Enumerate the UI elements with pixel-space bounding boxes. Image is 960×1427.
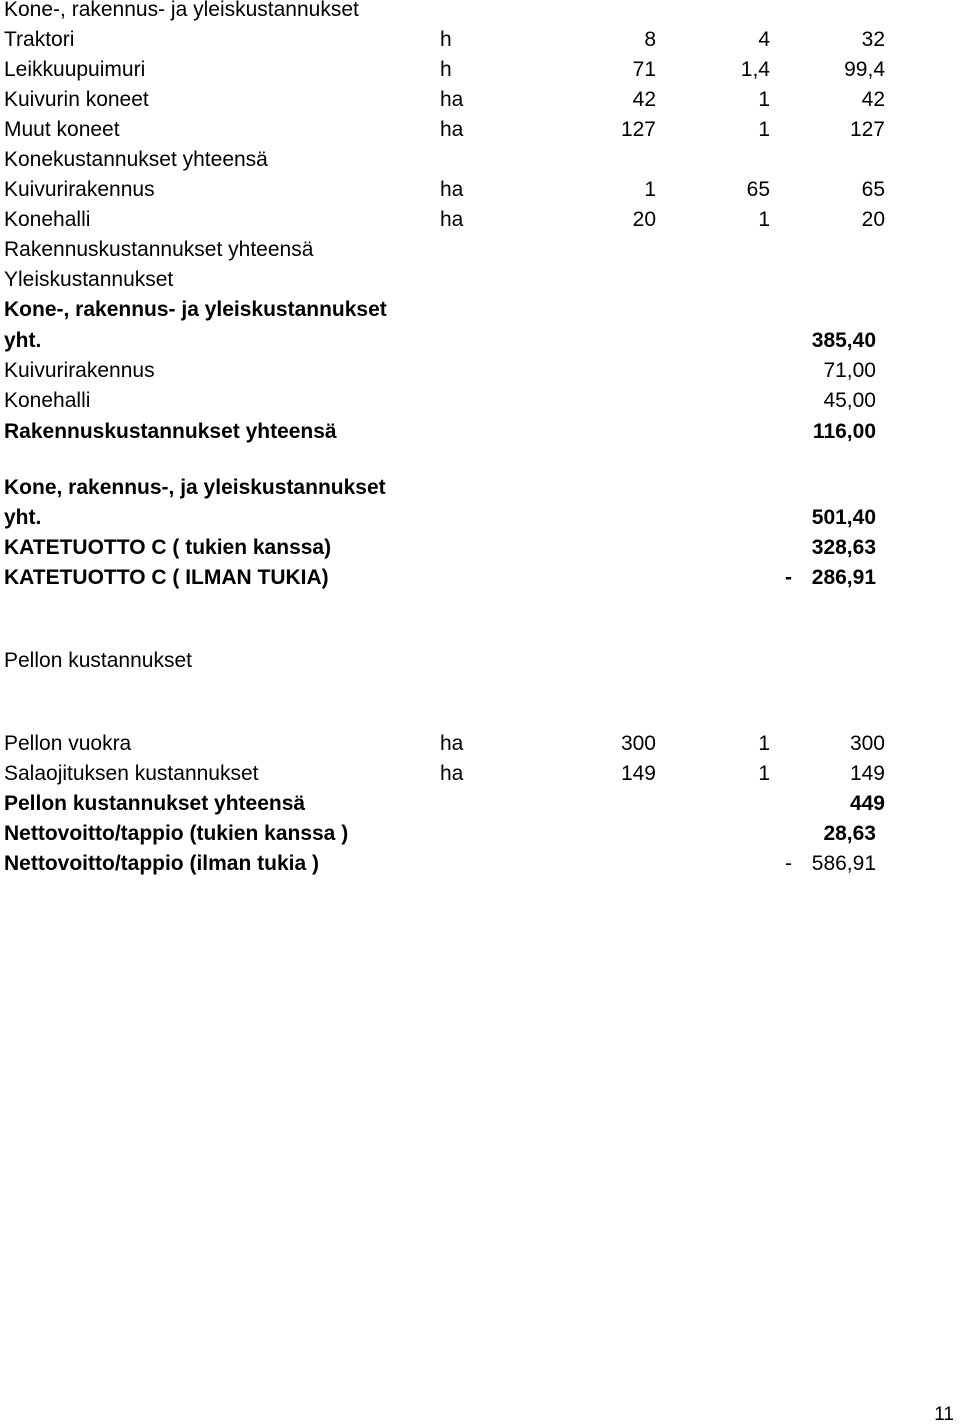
row-total: 65 bbox=[861, 178, 885, 201]
katetuotto-without-value: 286,91 bbox=[811, 566, 876, 589]
katetuotto-without-sign: - bbox=[785, 566, 792, 589]
row-qty: 149 bbox=[620, 762, 656, 785]
row-unit: ha bbox=[440, 732, 464, 755]
row-label: Konekustannukset yhteensä bbox=[4, 148, 268, 171]
row-price: 1 bbox=[758, 732, 770, 755]
table-row bbox=[0, 759, 960, 789]
summary-total-label-line1: Kone-, rakennus- ja yleiskustannukset bbox=[4, 298, 387, 321]
row-unit: ha bbox=[440, 762, 464, 785]
row-total: 20 bbox=[861, 208, 885, 231]
katetuotto-without-row bbox=[0, 563, 960, 593]
section-header bbox=[0, 0, 960, 25]
table-row bbox=[0, 235, 960, 265]
row-label: Yleiskustannukset bbox=[4, 268, 174, 291]
summary-total-label bbox=[0, 295, 960, 325]
row-total: 42 bbox=[861, 88, 885, 111]
row-qty: 71 bbox=[632, 58, 656, 81]
summary-total-label-line1: Kone, rakennus-, ja yleiskustannukset bbox=[4, 476, 386, 499]
row-qty: 1 bbox=[644, 178, 656, 201]
summary-row bbox=[0, 417, 960, 447]
row-unit: h bbox=[440, 28, 452, 51]
summary-total-label-line2: yht. bbox=[4, 329, 42, 352]
row-qty: 42 bbox=[632, 88, 656, 111]
row-total: 32 bbox=[861, 28, 885, 51]
field-total-value: 449 bbox=[849, 792, 885, 815]
katetuotto-with-label: KATETUOTTO C ( tukien kanssa) bbox=[4, 536, 332, 559]
row-qty: 20 bbox=[632, 208, 656, 231]
row-price: 65 bbox=[746, 178, 770, 201]
summary-row-value: 71,00 bbox=[823, 359, 876, 382]
net-without-row bbox=[0, 849, 960, 879]
row-label: Traktori bbox=[4, 28, 75, 51]
table-row bbox=[0, 145, 960, 175]
summary-row-label: Rakennuskustannukset yhteensä bbox=[4, 420, 337, 443]
field-total-row bbox=[0, 789, 960, 819]
row-qty: 300 bbox=[620, 732, 656, 755]
row-label: Leikkuupuimuri bbox=[4, 58, 146, 81]
field-section-title-label: Pellon kustannukset bbox=[4, 649, 192, 672]
row-label: Konehalli bbox=[4, 208, 91, 231]
row-label: Kuivurin koneet bbox=[4, 88, 149, 111]
row-price: 1 bbox=[758, 88, 770, 111]
table-row bbox=[0, 25, 960, 55]
row-total: 300 bbox=[849, 732, 885, 755]
summary-row bbox=[0, 386, 960, 416]
row-label: Salaojituksen kustannukset bbox=[4, 762, 259, 785]
summary-total-row bbox=[0, 326, 960, 356]
row-unit: ha bbox=[440, 88, 464, 111]
table-row bbox=[0, 205, 960, 235]
table-row bbox=[0, 55, 960, 85]
row-unit: h bbox=[440, 58, 452, 81]
table-row bbox=[0, 265, 960, 295]
row-unit: ha bbox=[440, 208, 464, 231]
summary-row-label: Konehalli bbox=[4, 389, 91, 412]
summary-row-value: 45,00 bbox=[823, 389, 876, 412]
summary-row-value: 116,00 bbox=[812, 420, 876, 443]
summary-total-value: 385,40 bbox=[811, 329, 876, 352]
row-qty: 127 bbox=[620, 118, 656, 141]
summary-total-label bbox=[0, 473, 960, 503]
row-total: 149 bbox=[849, 762, 885, 785]
katetuotto-with-value: 328,63 bbox=[811, 536, 876, 559]
table-row bbox=[0, 175, 960, 205]
summary-row bbox=[0, 356, 960, 386]
row-unit: ha bbox=[440, 118, 464, 141]
net-with-row bbox=[0, 819, 960, 849]
row-qty: 8 bbox=[644, 28, 656, 51]
field-total-label: Pellon kustannukset yhteensä bbox=[4, 792, 306, 815]
row-price: 4 bbox=[758, 28, 770, 51]
row-label: Muut koneet bbox=[4, 118, 120, 141]
net-without-label: Nettovoitto/tappio (ilman tukia ) bbox=[4, 852, 319, 875]
row-unit: ha bbox=[440, 178, 464, 201]
row-price: 1,4 bbox=[740, 58, 770, 81]
katetuotto-without-label: KATETUOTTO C ( ILMAN TUKIA) bbox=[4, 566, 329, 589]
net-without-sign: - bbox=[785, 852, 792, 875]
table-row bbox=[0, 85, 960, 115]
net-with-value: 28,63 bbox=[823, 822, 876, 845]
field-section-title bbox=[0, 646, 960, 676]
row-total: 99,4 bbox=[844, 58, 885, 81]
summary-total-label-line2: yht. bbox=[4, 506, 42, 529]
row-label: Rakennuskustannukset yhteensä bbox=[4, 238, 314, 261]
katetuotto-with-row bbox=[0, 533, 960, 563]
summary-total-value: 501,40 bbox=[811, 506, 876, 529]
row-price: 1 bbox=[758, 762, 770, 785]
page-number: 11 bbox=[934, 1404, 954, 1425]
net-without-value: 586,91 bbox=[811, 852, 876, 875]
row-total: 127 bbox=[849, 118, 885, 141]
row-price: 1 bbox=[758, 208, 770, 231]
summary-row-label: Kuivurirakennus bbox=[4, 359, 155, 382]
table-row bbox=[0, 115, 960, 145]
row-label: Kuivurirakennus bbox=[4, 178, 155, 201]
row-label: Pellon vuokra bbox=[4, 732, 132, 755]
row-price: 1 bbox=[758, 118, 770, 141]
summary-total-row bbox=[0, 503, 960, 533]
section-header-label: Kone-, rakennus- ja yleiskustannukset bbox=[4, 0, 359, 21]
table-row bbox=[0, 729, 960, 759]
net-with-label: Nettovoitto/tappio (tukien kanssa ) bbox=[4, 822, 349, 845]
